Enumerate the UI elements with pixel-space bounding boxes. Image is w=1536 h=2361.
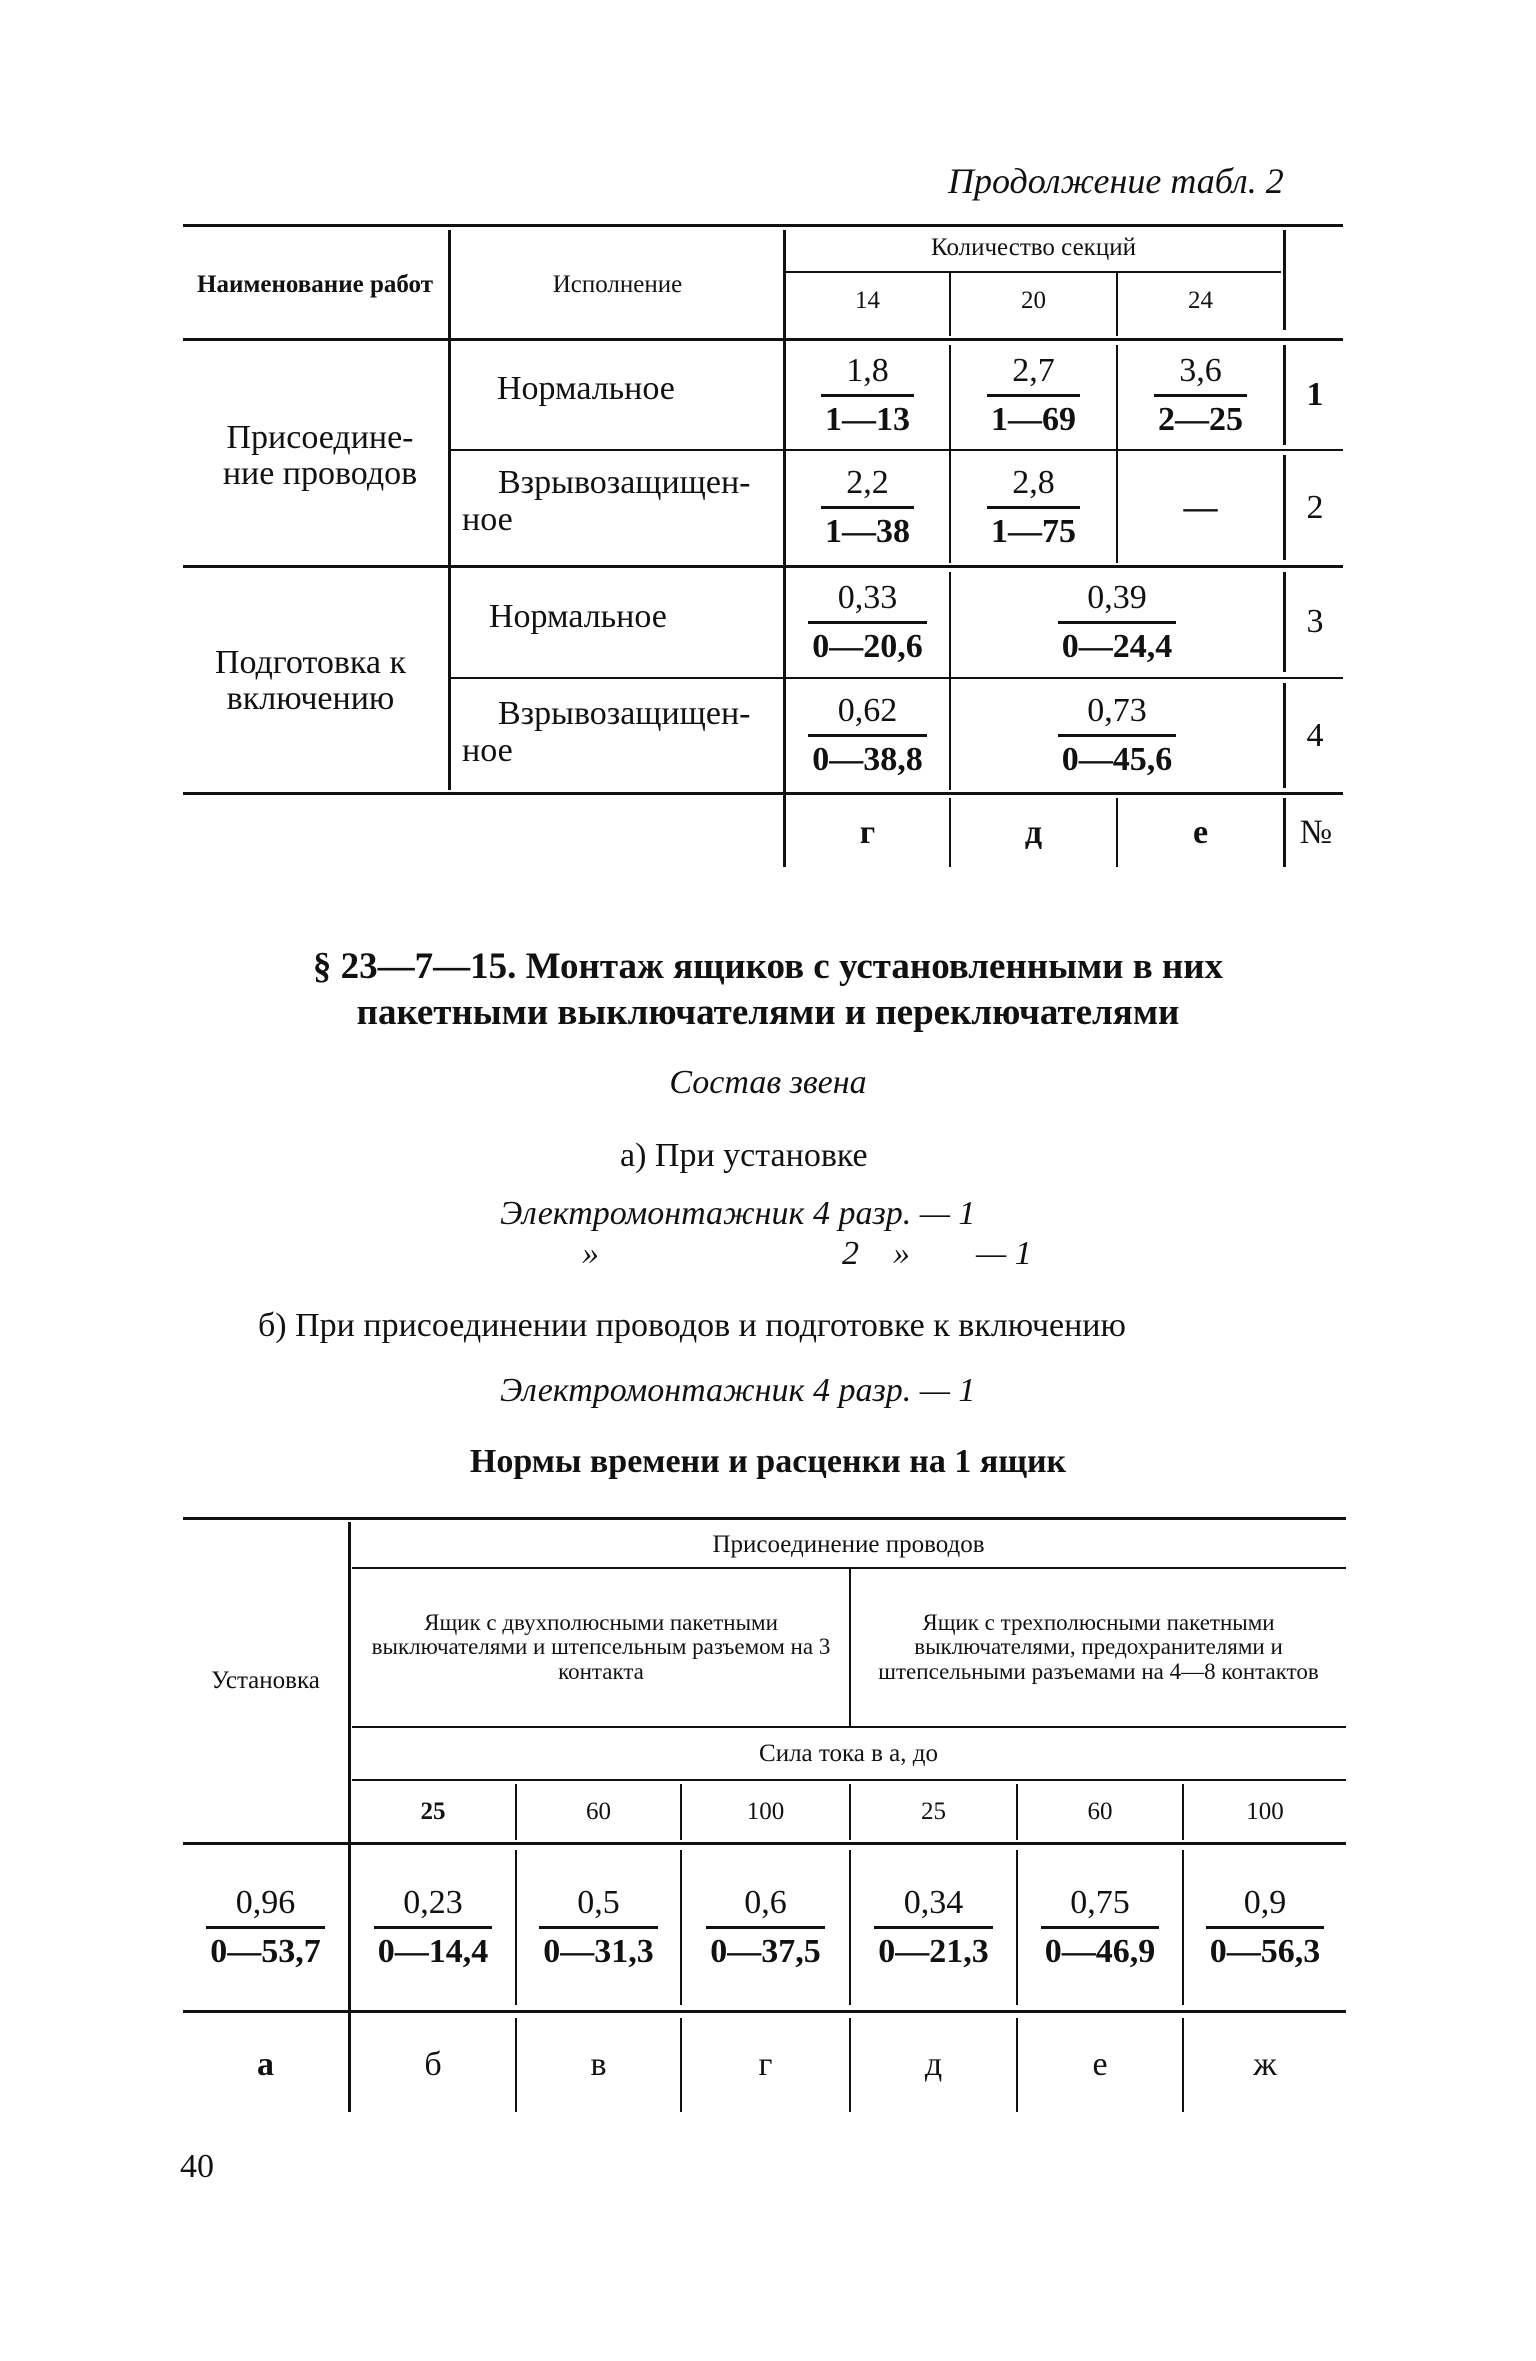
header-connect-wires: Присоединение проводов <box>712 1530 985 1558</box>
row-4-c20-24: $\frac{0,73}{0—45,6}$ <box>951 683 1283 788</box>
section-title-line1: § 23—7—15. Монтаж ящиков с установленными в них <box>312 946 1224 987</box>
header-current-25a: 25 <box>420 1798 446 1825</box>
value-zh: $\frac{0,9}{0—56,3}$ <box>1184 1850 1346 2005</box>
table2-footer-b: б <box>424 2046 442 2083</box>
sub-a: а) При установке <box>620 1137 868 1174</box>
row-1-c14: $\frac{1,8}{1—13}$ <box>786 345 949 445</box>
row-3-c14: $\frac{0,33}{0—20,6}$ <box>786 572 949 672</box>
table1-footer-no: № <box>1299 813 1333 851</box>
table1-footer-e: е <box>1192 813 1209 851</box>
row-1-c20: $\frac{2,7}{1—69}$ <box>951 345 1116 445</box>
header-current: Сила тока в а, до <box>759 1740 938 1767</box>
header-current-100b: 100 <box>1246 1798 1284 1825</box>
table2-footer-g: г <box>758 2046 773 2083</box>
crew-heading: Состав звена <box>669 1064 867 1101</box>
crew-a-ditto1: » <box>582 1235 599 1272</box>
page-number: 40 <box>180 2148 214 2185</box>
row-4-execution: Взрывозащищен-ное <box>462 695 751 770</box>
header-current-25b: 25 <box>921 1798 946 1825</box>
value-b: $\frac{0,23}{0—14,4}$ <box>351 1850 515 2005</box>
group-prepare-switch-on: Подготовка к включению <box>214 644 407 717</box>
row-4-number: 4 <box>1306 716 1324 754</box>
header-sections-20: 20 <box>1021 286 1046 314</box>
table1-footer-d: д <box>1024 813 1043 851</box>
row-3-number: 3 <box>1306 603 1324 640</box>
crew-b-line1: Электромонтажник 4 разр. — 1 <box>500 1372 976 1409</box>
header-box-three-pole: Ящик с трехполюсными пакетными выключателями, предохранителями и штепсельными разъемами на 4—8 контактов <box>878 1610 1319 1684</box>
header-box-two-pole: Ящик с двухполюсными пакетными выключателями и штепсельным разъемом на 3 контакта <box>371 1610 831 1684</box>
value-a: $\frac{0,96}{0—53,7}$ <box>183 1850 348 2005</box>
group-connect-wires: Присоедине-ние проводов <box>222 419 418 492</box>
sub-b: б) При присоединении проводов и подготовке к включению <box>258 1307 1126 1344</box>
header-current-60a: 60 <box>586 1798 611 1825</box>
crew-a-ditto2: » <box>893 1235 910 1272</box>
header-work-name: Наименование работ <box>197 270 433 298</box>
row-4-c14: $\frac{0,62}{0—38,8}$ <box>786 683 949 788</box>
crew-a-grade: 2 <box>842 1235 859 1272</box>
row-2-c14: $\frac{2,2}{1—38}$ <box>786 455 949 560</box>
section-title-line2: пакетными выключателями и переключателями <box>356 992 1180 1034</box>
row-2-c24: — <box>1183 488 1218 526</box>
row-3-c20-24: $\frac{0,39}{0—24,4}$ <box>951 572 1283 672</box>
row-1-execution: Нормальное <box>497 370 675 407</box>
header-sections-14: 14 <box>855 286 880 314</box>
table2-footer-a: а <box>257 2046 274 2083</box>
value-e: $\frac{0,75}{0—46,9}$ <box>1018 1850 1182 2005</box>
value-v: $\frac{0,5}{0—31,3}$ <box>517 1850 680 2005</box>
header-sections-24: 24 <box>1188 286 1213 314</box>
crew-a-line1: Электромонтажник 4 разр. — 1 <box>500 1195 976 1232</box>
continuation-label: Продолжение табл. 2 <box>948 161 1284 201</box>
value-g: $\frac{0,6}{0—37,5}$ <box>682 1850 849 2005</box>
section-title <box>218 944 1318 1037</box>
header-current-100a: 100 <box>746 1798 785 1825</box>
value-d: $\frac{0,34}{0—21,3}$ <box>851 1850 1016 2005</box>
table2-footer-v: в <box>590 2046 607 2083</box>
row-2-execution: Взрывозащищен-ное <box>462 464 751 539</box>
header-execution: Исполнение <box>552 271 683 298</box>
header-sections-group: Количество секций <box>931 234 1136 261</box>
table2-footer-e: е <box>1092 2046 1108 2083</box>
header-install: Установка <box>211 1667 320 1694</box>
crew-a-count: — 1 <box>976 1235 1032 1272</box>
row-1-number: 1 <box>1306 376 1324 413</box>
table2-footer-zh: ж <box>1253 2046 1277 2083</box>
header-current-60b: 60 <box>1087 1798 1113 1825</box>
table1-footer-g: г <box>859 813 876 851</box>
row-2-c20: $\frac{2,8}{1—75}$ <box>951 455 1116 560</box>
norms-title: Нормы времени и расценки на 1 ящик <box>469 1443 1067 1480</box>
table2-footer-d: д <box>924 2046 943 2083</box>
row-1-c24: $\frac{3,6}{2—25}$ <box>1118 345 1283 445</box>
row-2-number: 2 <box>1306 488 1324 526</box>
row-3-execution: Нормальное <box>489 598 667 635</box>
